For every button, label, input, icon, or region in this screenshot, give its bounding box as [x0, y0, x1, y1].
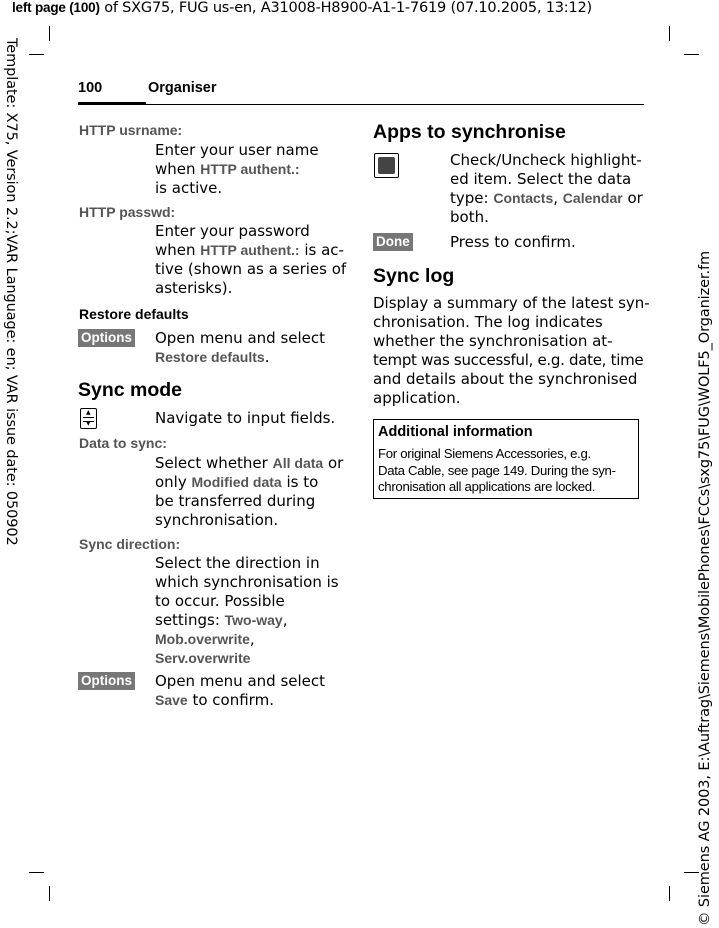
text-run: , — [553, 189, 563, 207]
text-line — [450, 189, 643, 208]
text-line: Open menu and select — [155, 672, 326, 690]
crop-mark — [49, 886, 50, 901]
text-line: Enter your password — [155, 222, 310, 240]
text-line: synchronisation. — [155, 511, 279, 529]
menu-ref: Contacts — [493, 190, 554, 206]
text-line: and details about the synchronised — [373, 370, 638, 388]
copyright-vertical: © Siemens AG 2003, E:\Auftrag\Siemens\MobilePhones\FCCs\sxg75\FUG\WOLF5_Organizer.fm — [697, 250, 713, 926]
text-run: , — [249, 630, 255, 648]
center-key-fill — [378, 157, 395, 174]
apps-desc — [450, 151, 643, 227]
text-line — [155, 160, 319, 179]
text-line — [155, 241, 346, 260]
text-line: chronisation. The log indicates — [373, 313, 603, 331]
apps-heading: Apps to synchronise — [373, 121, 566, 143]
center-key-icon — [374, 153, 399, 178]
http-usrname-label: HTTP usrname: — [79, 122, 183, 138]
arrow-up-icon: ▲ — [86, 409, 91, 416]
options-softkey: Options — [78, 329, 135, 347]
text-line: asterisks). — [155, 279, 233, 297]
text-line: ed item. Select the data — [450, 170, 632, 188]
menu-ref: Restore defaults — [155, 349, 265, 365]
text-line — [155, 630, 339, 649]
sync-log-heading: Sync log — [373, 265, 455, 287]
restore-defaults-label: Restore defaults — [79, 306, 189, 322]
text-run: to confirm. — [187, 691, 274, 709]
text-line — [155, 473, 343, 492]
http-passwd-desc — [155, 222, 346, 298]
header-rule — [146, 104, 644, 105]
print-header-info: of SXG75, FUG us-en, A31008-H8900-A1-1-7619 (07.10.2005, 13:12) — [99, 0, 593, 16]
menu-ref: All data — [272, 455, 324, 471]
print-header — [12, 0, 592, 16]
template-info-vertical: Template: X75, Version 2.2;VAR Language: en; VAR issue date: 050902 — [3, 38, 19, 546]
done-softkey: Done — [373, 233, 413, 251]
crop-mark — [49, 26, 50, 41]
crop-mark — [29, 54, 44, 55]
menu-ref: Save — [155, 692, 188, 708]
text-line: be transferred during — [155, 492, 316, 510]
print-header-page: left page (100) — [12, 0, 100, 15]
text-run: type: — [450, 189, 494, 207]
crop-mark — [29, 872, 44, 873]
text-line: Serv.overwrite — [155, 650, 251, 666]
text-run: is ac- — [299, 241, 344, 259]
sync-direction-desc — [155, 554, 339, 668]
text-line: whether the synchronisation at- — [373, 332, 613, 350]
text-line: tive (shown as a series of — [155, 260, 347, 278]
info-title: Additional information — [378, 424, 533, 440]
crop-mark — [669, 26, 670, 41]
sync-log-desc — [373, 294, 650, 408]
data-to-sync-desc — [155, 454, 343, 530]
text-line: which synchronisation is — [155, 573, 339, 591]
menu-ref: Mob.overwrite — [155, 631, 250, 647]
text-line — [155, 348, 325, 367]
text-line: tempt was successful, e.g. date, time — [373, 351, 644, 369]
text-line: Display a summary of the latest syn- — [373, 294, 650, 312]
text-line: Select the direction in — [155, 554, 320, 572]
text-run: or — [622, 189, 643, 207]
options-softkey: Options — [78, 672, 135, 690]
sync-direction-label: Sync direction: — [79, 536, 181, 552]
text-line: both. — [450, 208, 489, 226]
text-run: when — [155, 241, 201, 259]
text-line: Data Cable, see page 149. During the syn- — [378, 462, 616, 478]
menu-ref: HTTP authent.: — [200, 161, 300, 177]
text-run: , — [282, 611, 288, 629]
restore-defaults-desc — [155, 329, 325, 367]
text-line: is active. — [155, 179, 223, 197]
text-run: only — [155, 473, 192, 491]
text-line: chronisation all applications are locked. — [378, 479, 596, 494]
text-line — [155, 611, 339, 630]
page-number: 100 — [78, 80, 103, 96]
menu-ref: Modified data — [191, 474, 282, 490]
menu-ref: HTTP authent.: — [200, 242, 300, 258]
sync-mode-heading: Sync mode — [78, 379, 183, 401]
text-line: For original Siemens Accessories, e.g. — [378, 446, 591, 461]
crop-mark — [684, 54, 699, 55]
text-run: when — [155, 160, 201, 178]
save-desc — [155, 672, 325, 710]
text-run: or — [323, 454, 344, 472]
text-run: is to — [281, 473, 319, 491]
navigation-key-icon — [80, 408, 97, 429]
arrow-down-icon: ▼ — [86, 420, 91, 427]
text-line: Enter your user name — [155, 141, 319, 159]
text-line: Open menu and select — [155, 329, 326, 347]
done-desc: Press to confirm. — [450, 233, 576, 251]
text-line: application. — [373, 389, 461, 407]
http-passwd-label: HTTP passwd: — [79, 204, 176, 220]
header-rule-thick — [78, 102, 146, 105]
text-line: Check/Uncheck highlight- — [450, 151, 642, 169]
additional-info-box — [373, 419, 639, 499]
page-title: Organiser — [148, 80, 217, 96]
data-to-sync-label: Data to sync: — [79, 435, 167, 451]
text-run: settings: — [155, 611, 225, 629]
text-run: Select whether — [155, 454, 273, 472]
info-body — [378, 446, 634, 496]
menu-ref: Calendar — [562, 190, 623, 206]
text-line — [155, 691, 325, 710]
text-run: . — [264, 348, 270, 366]
text-line — [155, 454, 343, 473]
text-line: to occur. Possible — [155, 592, 285, 610]
http-usrname-desc — [155, 141, 319, 198]
menu-ref: Two-way — [224, 612, 283, 628]
navigate-text: Navigate to input fields. — [155, 409, 336, 427]
crop-mark — [669, 886, 670, 901]
